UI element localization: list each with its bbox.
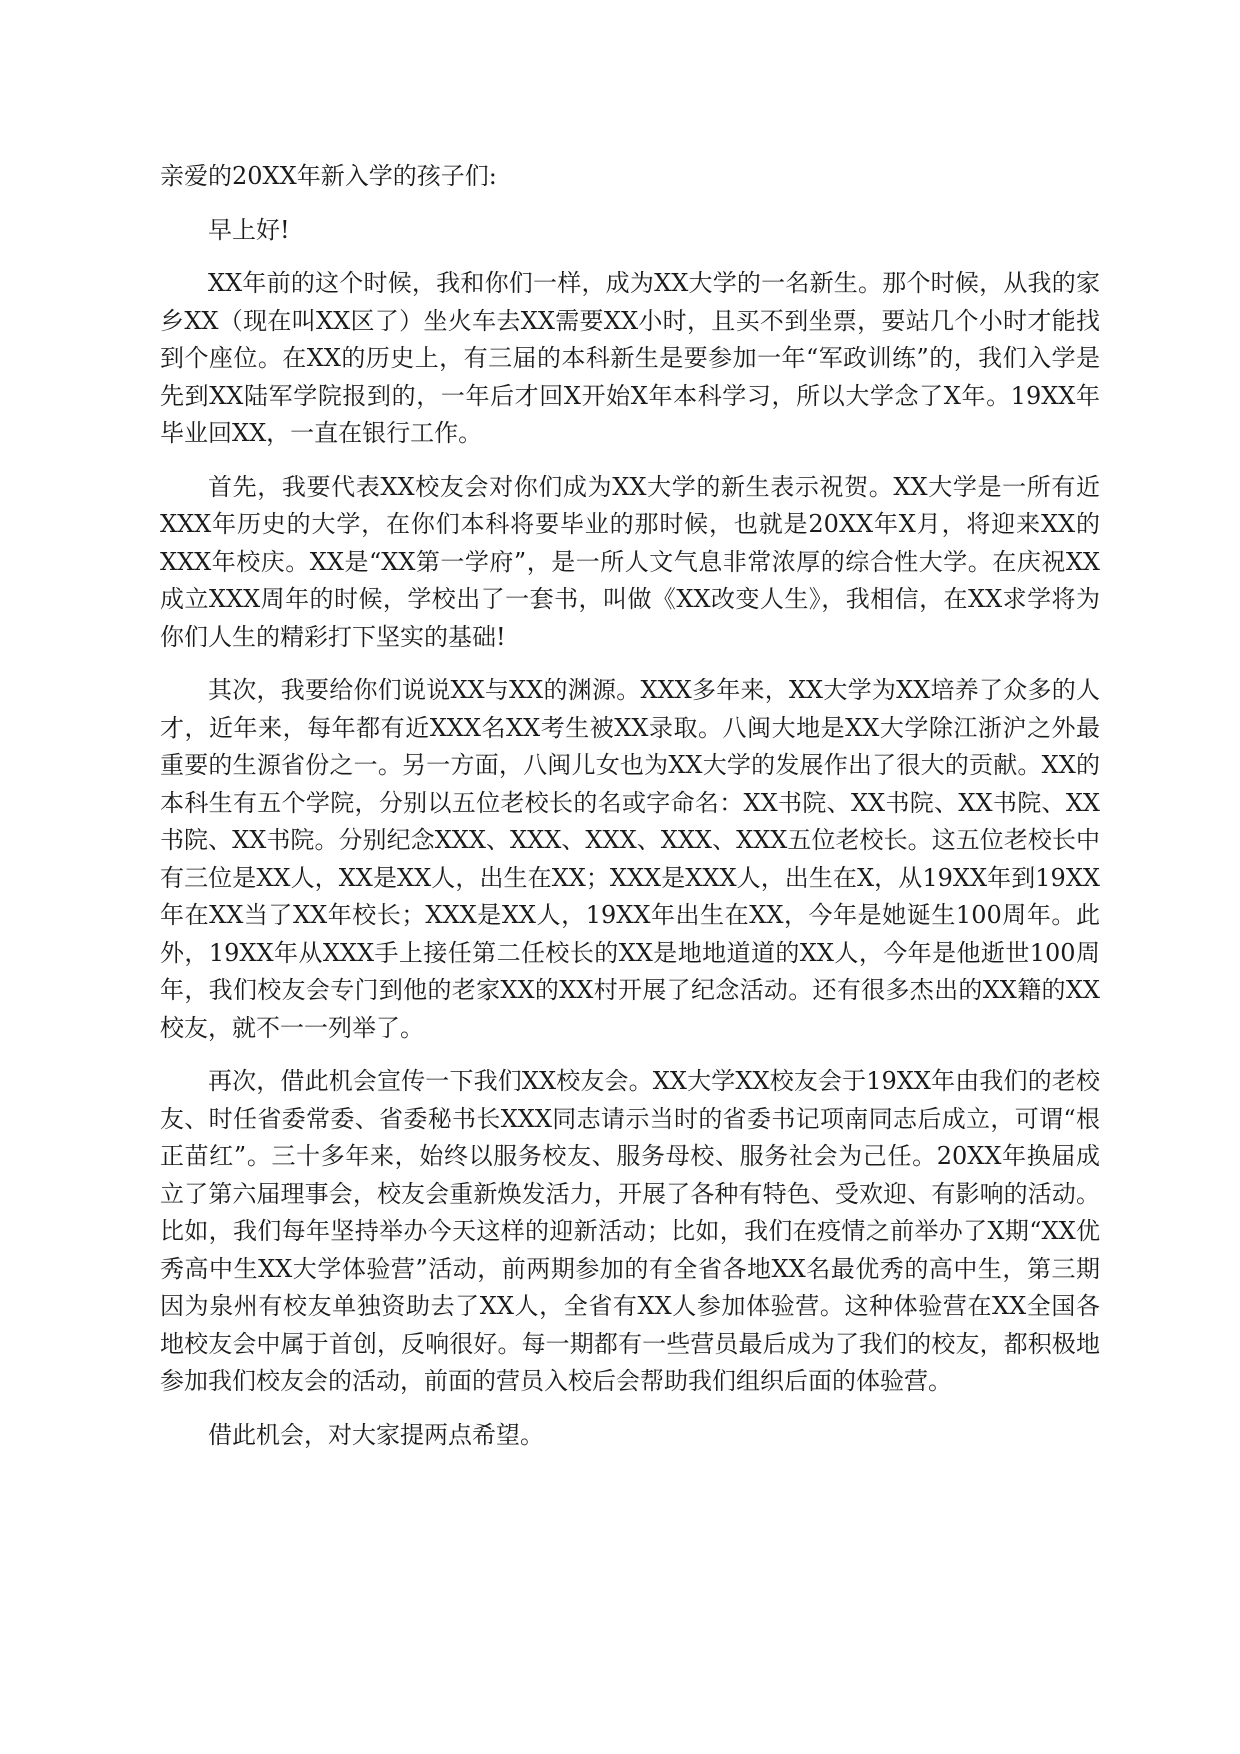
salutation: 亲爱的20XX年新入学的孩子们: [160, 162, 497, 190]
paragraph-alumni-association: 再次，借此机会宣传一下我们XX校友会。XX大学XX校友会于19XX年由我们的老校友、时任省委常委、省委秘书长XXX同志请示当时的省委书记项南同志后成立，可谓“根正苗红”。三十多年来，始终以服务校友、服务母校、服务社会为己任。20XX年换届成立了第六届理事会，校友会重新焕发活力，开展了各种有特色、受欢迎、有影响的活动。比如，我们每年坚持举办今天这样的迎新活动；比如，我们在疫情之前举办了X期“XX优秀高中生XX大学体验营”活动，前两期参加的有全省各地XX名最优秀的高中生，第三期因为泉州有校友单独资助去了XX人，全省有XX人参加体验营。这种体验营在XX全国各地校友会中属于首创，反响很好。每一期都有一些营员最后成为了我们的校友，都积极地参加我们校友会的活动，前面的营员入校后会帮助我们组织后面的体验营。 [160, 1067, 1100, 1395]
greeting: 早上好! [208, 215, 290, 244]
paragraph-introduction: XX年前的这个时候，我和你们一样，成为XX大学的一名新生。那个时候，从我的家乡XX（现在叫XX区了）坐火车去XX需要XX小时，且买不到坐票，要站几个小时才能找到个座位。在XX的历史上，有三届的本科新生是要参加一年“军政训练”的，我们入学是先到XX陆军学院报到的，一年后才回X开始X年本科学习，所以大学念了X年。19XX年毕业回XX，一直在银行工作。 [160, 269, 1100, 447]
paragraph-congratulations: 首先，我要代表XX校友会对你们成为XX大学的新生表示祝贺。XX大学是一所有近XXX年历史的大学，在你们本科将要毕业的那时候，也就是20XX年X月，将迎来XX的XXX年校庆。XX是“XX第一学府”，是一所人文气息非常浓厚的综合性大学。在庆祝XX成立XXX周年的时候，学校出了一套书，叫做《XX改变人生》，我相信，在XX求学将为你们人生的精彩打下坚实的基础! [160, 472, 1100, 651]
letter-body [160, 158, 1100, 1470]
paragraph-history: 其次，我要给你们说说XX与XX的渊源。XXX多年来，XX大学为XX培养了众多的人才，近年来，每年都有近XXX名XX考生被XX录取。八闽大地是XX大学除江浙沪之外最重要的生源省份之一。另一方面，八闽儿女也为XX大学的发展作出了很大的贡献。XX的本科生有五个学院，分别以五位老校长的名或字命名：XX书院、XX书院、XX书院、XX书院、XX书院。分别纪念XXX、XXX、XXX、XXX、XXX五位老校长。这五位老校长中有三位是XX人，XX是XX人，出生在XX；XXX是XXX人，出生在X，从19XX年到19XX年在XX当了XX年校长；XXX是XX人，19XX年出生在XX，今年是她诞生100周年。此外，19XX年从XXX手上接任第二任校长的XX是地地道道的XX人，今年是他逝世100周年，我们校友会专门到他的老家XX的XX村开展了纪念活动。还有很多杰出的XX籍的XX校友，就不一一列举了。 [160, 676, 1100, 1042]
paragraph-hopes: 借此机会，对大家提两点希望。 [208, 1420, 544, 1449]
